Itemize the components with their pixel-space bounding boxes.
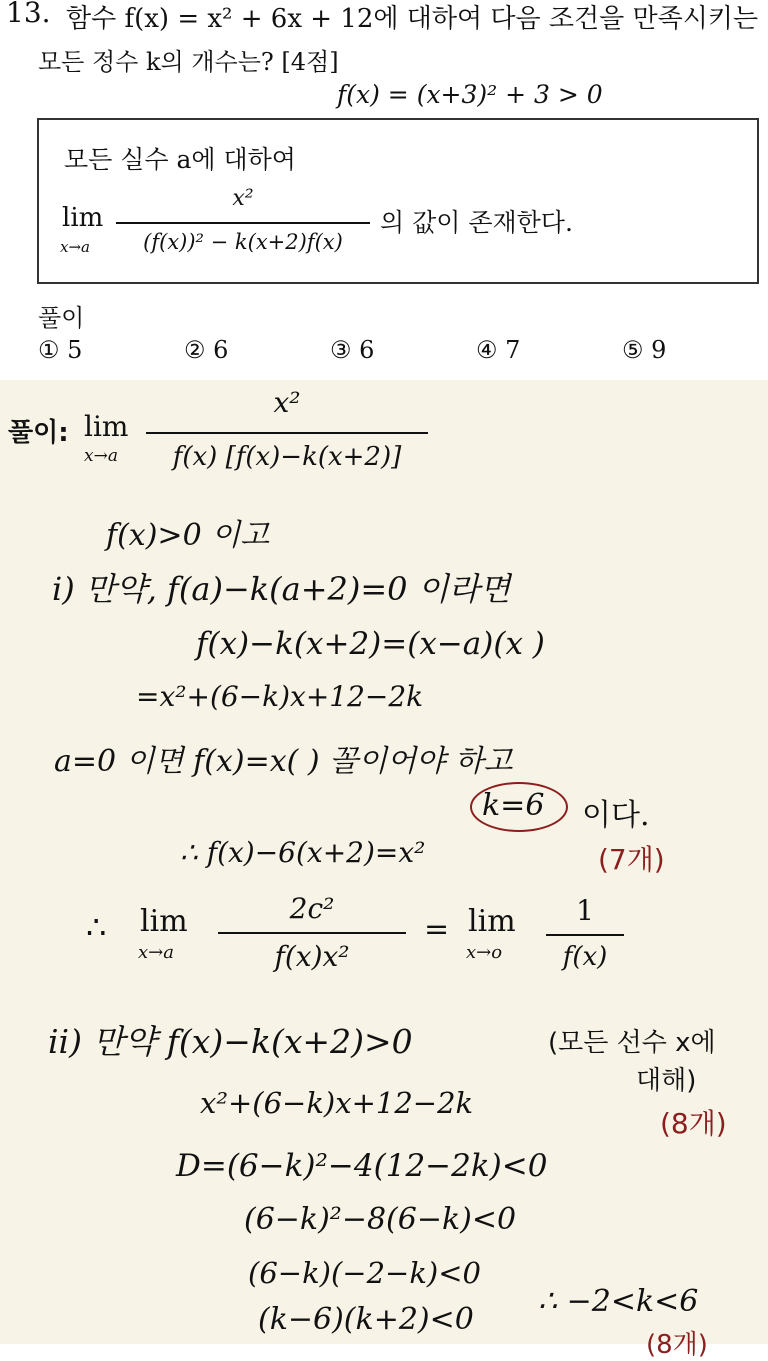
choice-1: ① 5	[38, 336, 83, 364]
box-tail: 의 값이 존재한다.	[380, 208, 573, 237]
case2-result: ∴ −2<k<6	[538, 1284, 699, 1319]
handwritten-note-fx: f(x) = (x+3)² + 3 > 0	[337, 80, 603, 109]
box-denominator: (f(x))² − k(x+2)f(x)	[143, 230, 343, 254]
box-lim-sub: x→a	[60, 238, 90, 256]
solution-lim: lim	[84, 410, 129, 443]
lim3-fraction-line	[546, 934, 624, 936]
lim3-numerator: 1	[576, 894, 594, 927]
lim2-equals: =	[424, 912, 450, 947]
case2-line1: x²+(6−k)x+12−2k	[200, 1086, 474, 1120]
lim2-numerator: 2c²	[289, 892, 335, 925]
box-lim: lim	[62, 203, 104, 233]
case1-line2: =x²+(6−k)x+12−2k	[136, 680, 424, 713]
box-line1: 모든 실수 a에 대하여	[64, 145, 296, 174]
problem-stem-line2: 모든 정수 k의 개수는? [4점]	[38, 48, 339, 76]
case2-line2: D=(6−k)²−4(12−2k)<0	[176, 1148, 548, 1184]
choice-5: ⑤ 9	[622, 336, 667, 364]
lim3-denominator: f(x)	[562, 942, 608, 972]
case2-line5: (k−6)(k+2)<0	[258, 1302, 474, 1337]
solution-denominator: f(x) [f(x)−k(x+2)]	[172, 442, 402, 472]
choice-4: ④ 7	[476, 336, 521, 364]
case1-line3: a=0 이면 f(x)=x( ) 꼴이어야 하고	[54, 744, 513, 779]
case2-head: ii) 만약 f(x)−k(x+2)>0	[48, 1022, 413, 1061]
case2-note1: (모든 선수 x에	[548, 1028, 716, 1058]
lim2-therefore: ∴	[86, 908, 107, 946]
lim2-lim: lim	[140, 904, 188, 939]
problem-solution-label: 풀이	[38, 304, 85, 332]
lim2-sub: x→a	[138, 942, 174, 963]
case1-head: i) 만약, f(a)−k(a+2)=0 이라면	[52, 570, 511, 608]
case2-line4: (6−k)(−2−k)<0	[248, 1256, 481, 1290]
case1-line4: ∴ f(x)−6(x+2)=x²	[180, 836, 426, 869]
line-fx-positive: f(x)>0 이고	[106, 518, 270, 553]
box-fraction-line	[116, 222, 370, 224]
choice-3: ③ 6	[330, 336, 375, 364]
solution-lim-sub: x→a	[84, 446, 118, 466]
count-7: (7개)	[598, 843, 665, 876]
case2-line3: (6−k)²−8(6−k)<0	[244, 1202, 517, 1237]
count-8b: (8개)	[646, 1330, 708, 1360]
lim3-lim: lim	[468, 904, 516, 939]
lim2-fraction-line	[218, 932, 406, 934]
case2-note2: 대해)	[636, 1066, 697, 1096]
case1-k-value: k=6	[482, 788, 545, 823]
solution-fraction-line	[146, 432, 428, 434]
count-8a: (8개)	[660, 1107, 727, 1140]
choice-2: ② 6	[184, 336, 229, 364]
lim3-sub: x→o	[466, 942, 503, 963]
case1-ida: 이다.	[582, 798, 650, 833]
lim2-denominator: f(x)x²	[274, 940, 350, 973]
problem-number: 13.	[6, 0, 51, 29]
solution-numerator: x²	[273, 386, 301, 419]
box-numerator: x²	[232, 186, 254, 211]
solution-label: 풀이:	[8, 418, 69, 448]
case1-line1: f(x)−k(x+2)=(x−a)(x )	[196, 626, 545, 662]
problem-stem-line1: 함수 f(x) = x² + 6x + 12에 대하여 다음 조건을 만족시키는	[66, 4, 759, 34]
